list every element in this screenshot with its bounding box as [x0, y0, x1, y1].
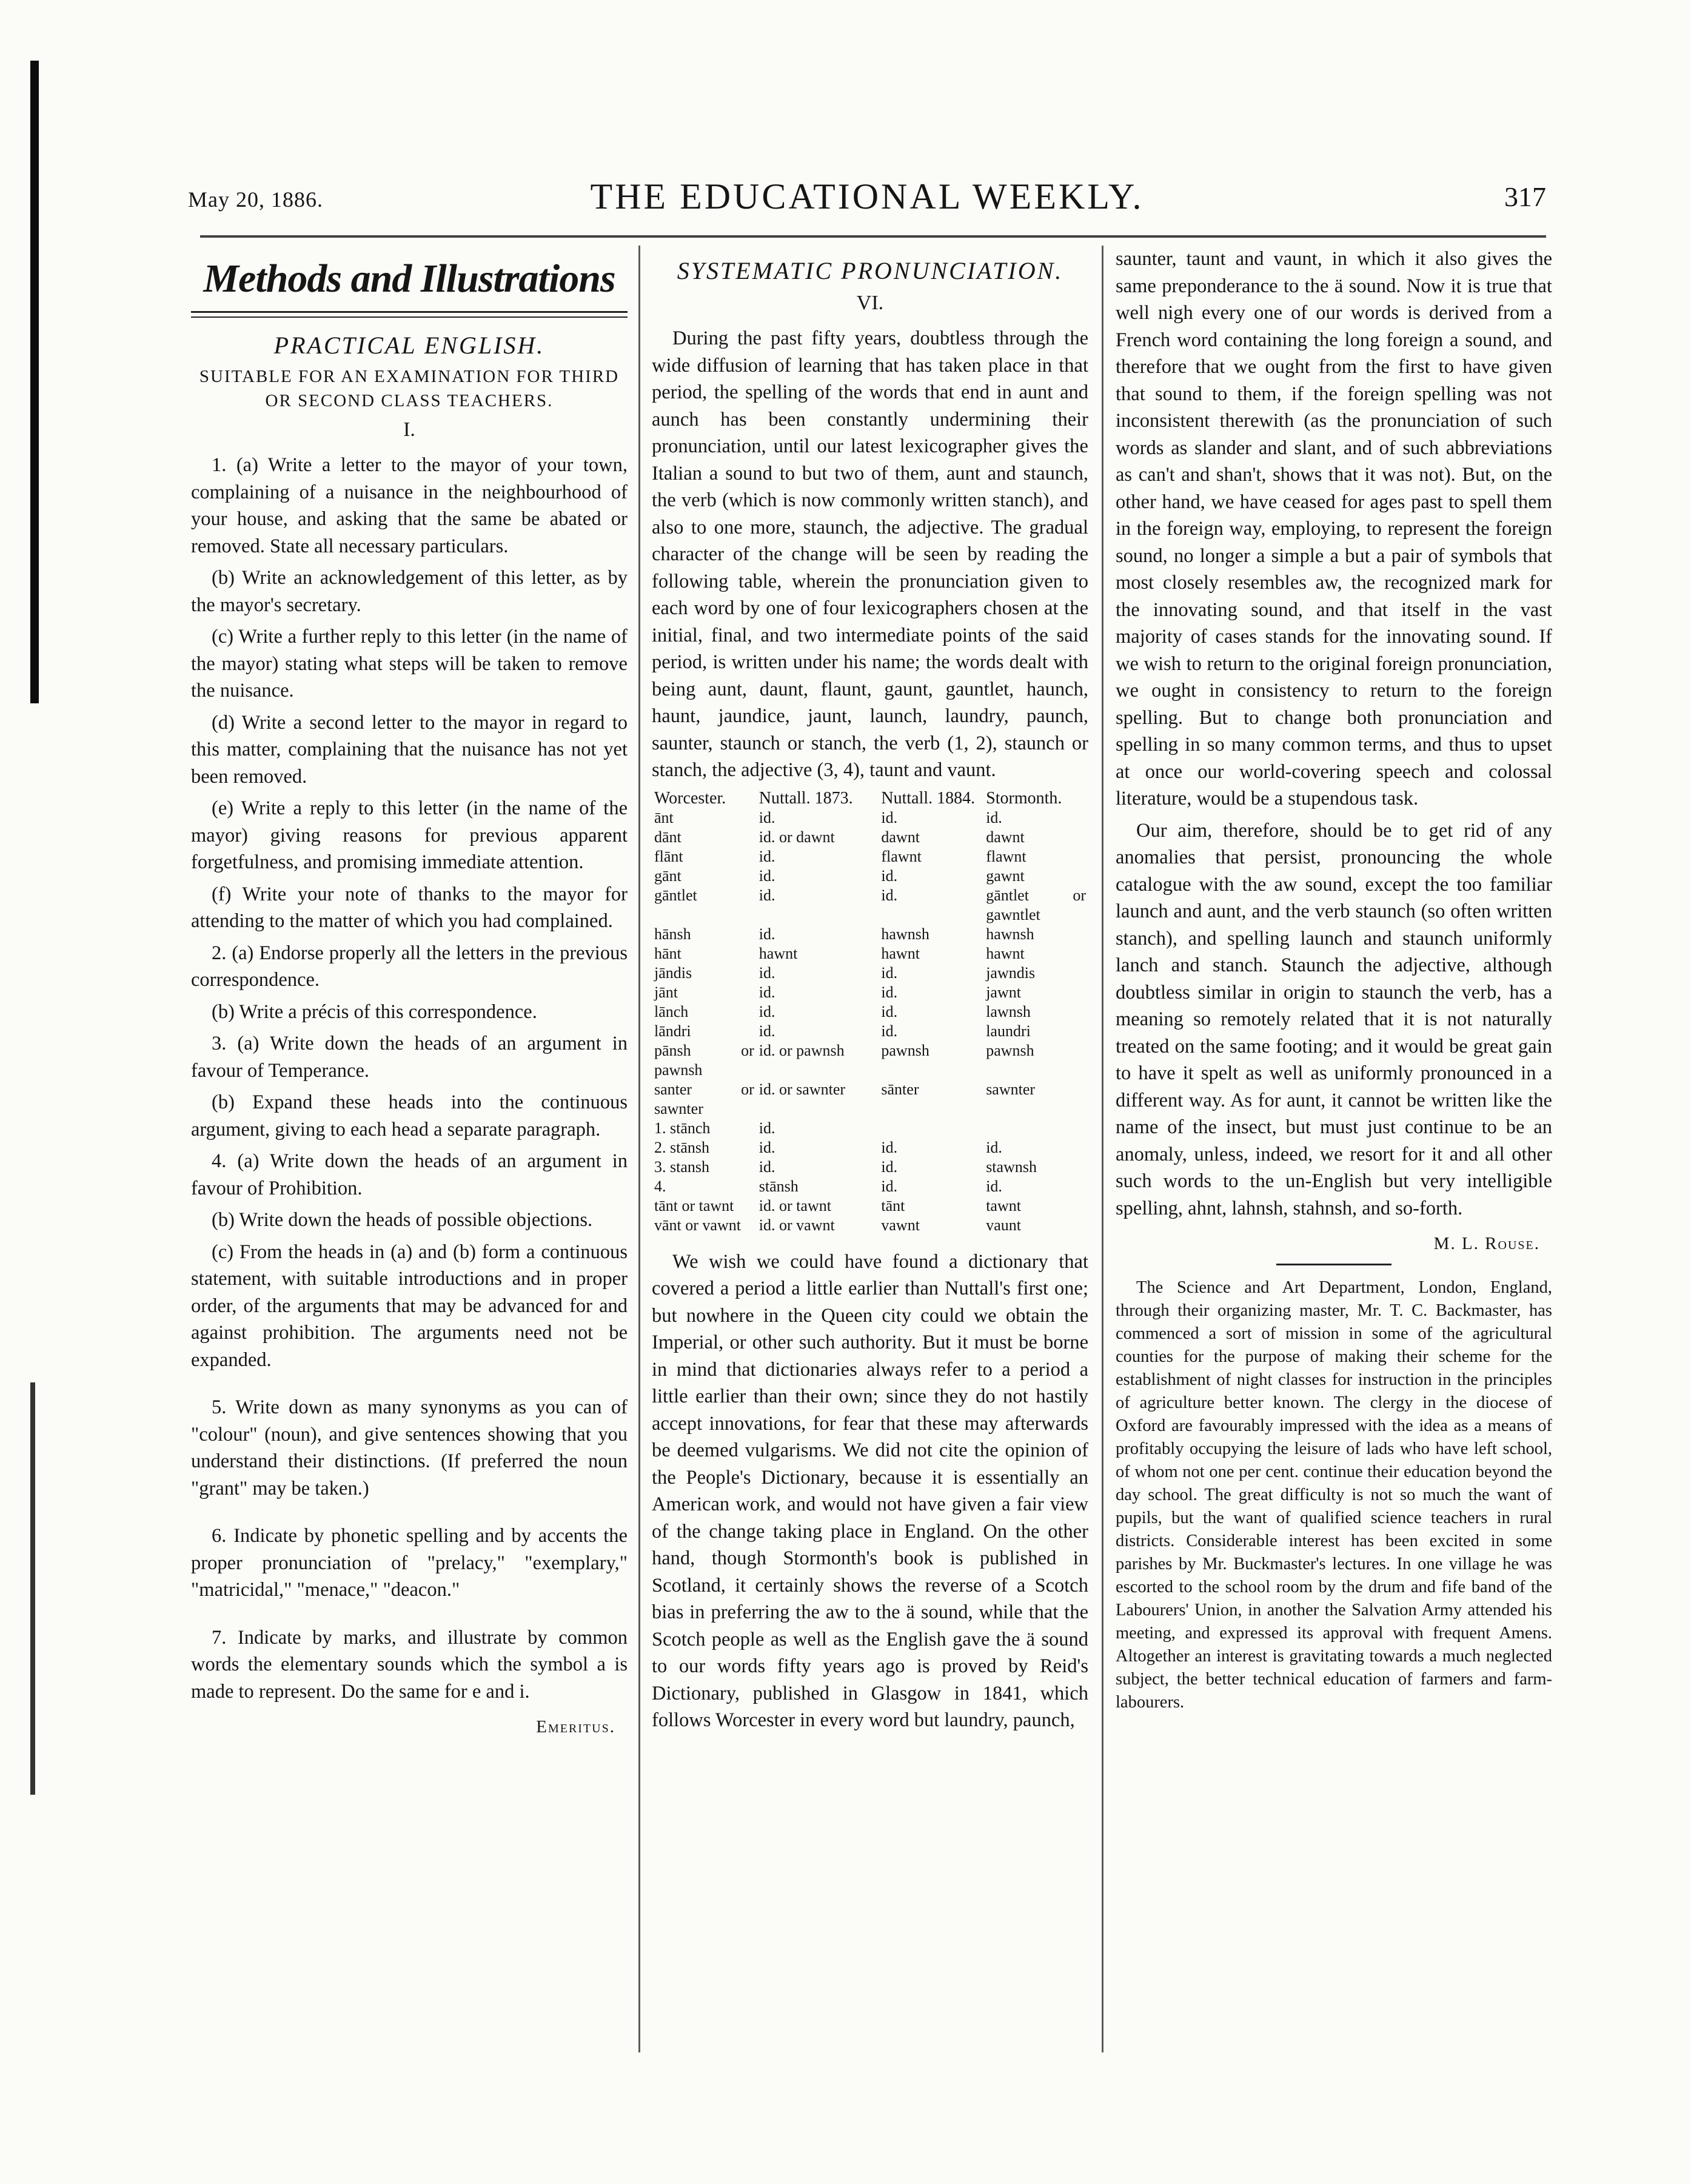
table-cell: id. — [881, 983, 898, 1001]
table-cell: jāndis — [654, 963, 692, 982]
question-paragraph: (c) Write a further reply to this letter (in the name of the mayor) stating what steps will be taken to remove the nuisance. — [191, 626, 628, 702]
table-cell: 1. stānch — [654, 1119, 711, 1137]
table-cell: id. — [758, 1002, 775, 1020]
section-rule — [191, 311, 628, 318]
table-cell: hawnsh — [881, 925, 929, 943]
table-cell: id. — [758, 847, 775, 865]
table-row — [652, 1216, 1088, 1235]
table-cell: stānsh — [758, 1177, 799, 1195]
table-row — [652, 963, 1088, 983]
question-paragraph: 5. Write down as many synonyms as you can of "colour" (noun), and give sentences showing that you understand their distinctions. (If preferred the noun "grant" may be taken.) — [191, 1396, 628, 1499]
table-header: Stormonth. — [986, 788, 1062, 808]
table-row — [652, 1177, 1088, 1196]
question-paragraph: 1. (a) Write a letter to the mayor of your town, complaining of a nuisance in the neighbourhood of your house, and asking that the same be abated or removed. State all necessary particulars. — [191, 454, 628, 557]
table-cell: id. — [758, 1022, 775, 1040]
table-row — [652, 1041, 1088, 1080]
table-cell: id. — [758, 963, 775, 982]
pronunciation-table — [652, 789, 1088, 1235]
article-title: SYSTEMATIC PRONUNCIATION. — [677, 257, 1063, 284]
table-cell: hawnsh — [986, 925, 1034, 943]
table-cell: id. — [881, 1002, 898, 1020]
table-cell: 2. stānsh — [654, 1138, 709, 1156]
table-row — [652, 925, 1088, 944]
table-cell: laundri — [986, 1022, 1031, 1040]
table-cell: dawnt — [986, 828, 1025, 846]
table-cell: jawnt — [986, 983, 1021, 1001]
table-cell: id. — [758, 1157, 775, 1176]
binding-edge — [30, 61, 39, 703]
table-cell: hawnt — [986, 944, 1025, 962]
table-cell: id. — [986, 1177, 1002, 1195]
table-cell: id. — [758, 808, 775, 826]
article-title: PRACTICAL ENGLISH. — [273, 332, 545, 359]
table-cell: gāntlet — [654, 886, 697, 904]
table-row — [652, 886, 1088, 925]
column-divider — [638, 246, 640, 2052]
table-row — [652, 828, 1088, 847]
article-subtitle: SUITABLE FOR AN EXAMINATION FOR THIRD OR SECOND CLASS TEACHERS. — [199, 366, 620, 410]
table-cell: id. — [758, 866, 775, 885]
table-cell: id. — [758, 983, 775, 1001]
table-cell: tawnt — [986, 1196, 1021, 1214]
question-paragraph: 2. (a) Endorse properly all the letters in the previous correspondence. — [191, 942, 628, 991]
journal-title: THE EDUCATIONAL WEEKLY. — [590, 176, 1144, 216]
table-cell: id. — [881, 1138, 898, 1156]
table-cell: vawnt — [881, 1216, 920, 1234]
table-cell: id. or vawnt — [758, 1216, 835, 1234]
table-cell: id. or tawnt — [758, 1196, 831, 1214]
table-row — [652, 808, 1088, 828]
table-cell: id. or dawnt — [758, 828, 835, 846]
table-cell: ānt — [654, 808, 674, 826]
table-row — [652, 866, 1088, 886]
table-cell: id. — [986, 808, 1002, 826]
column-middle — [652, 246, 1088, 1739]
table-header: Worcester. — [654, 788, 726, 808]
question-paragraph: (d) Write a second letter to the mayor in regard to this matter, complaining that the nuisance has not yet been removed. — [191, 711, 628, 788]
table-row — [652, 847, 1088, 866]
table-cell: sānter — [881, 1080, 919, 1098]
table-cell: id. — [986, 1138, 1002, 1156]
table-row — [652, 983, 1088, 1002]
table-cell: pānsh or pawnsh — [654, 1041, 754, 1079]
table-cell: sawnter — [986, 1080, 1036, 1098]
table-cell: vaunt — [986, 1216, 1021, 1234]
table-cell: id. — [881, 1177, 898, 1195]
article-numeral: VI. — [856, 291, 884, 314]
table-cell: id. — [758, 886, 775, 904]
question-paragraph: (b) Write a précis of this correspondence. — [212, 1000, 537, 1023]
column-left — [191, 246, 628, 1741]
table-row — [652, 1138, 1088, 1157]
article-signature: M. L. Rouse. — [1433, 1234, 1540, 1253]
question-paragraph: 7. Indicate by marks, and illustrate by common words the elementary sounds which the symbol a is made to represent. Do the same for e and i. — [191, 1626, 628, 1703]
body-paragraph: Our aim, therefore, should be to get rid of any anomalies that persist, pronouncing the whole catalogue with the aw sound, except the too familiar launch and aunt, and the verb staunch (so often written stanch), and spelling launch and staunch uniformly lanch and stanch. Staunch the adjective, although doubtless similar in origin to staunch the verb, has a meaning so remotely related that it is not naturally treated on the same footing; and it would be great gain to have it spelt as well as uniformly pronounced in a different way. As for aunt, it cannot be written like the name of the insect, but must just continue to be an anomaly, unless, indeed, we resort for it and all other such words to the un-English but very intelligible spelling, ahnt, lahnsh, stahnsh, and so-forth. — [1116, 819, 1552, 1219]
table-row — [652, 944, 1088, 963]
table-cell: tānt — [881, 1196, 905, 1214]
table-cell: id. — [881, 963, 898, 982]
table-cell: jānt — [654, 983, 678, 1001]
table-cell: gānt — [654, 866, 681, 885]
question-paragraph: (c) From the heads in (a) and (b) form a continuous statement, with suitable introductions and in proper order, of the arguments that may be advanced for and against prohibition. The arguments need not be expanded. — [191, 1241, 628, 1371]
table-cell: gāntlet or gawntlet — [986, 886, 1086, 923]
news-paragraph: The Science and Art Department, London, England, through their organizing master, Mr. T. C. Backmaster, has commenced a sort of mission in some of the agricultural counties for the purpose of making their scheme for the establishment of night classes for instruction in the principles of agriculture better known. The clergy in the diocese of Oxford are favourably impressed with the idea as a means of profitably occupying the leisure of lads who have left school, of whom not one per cent. continue their education beyond the day school. The great difficulty is not so much the want of pupils, but the want of qualified science teachers in rural districts. Considerable interest has been excited in some parishes by Mr. Buckmaster's lectures. In one village he was escorted to the school room by the drum and fife band of the Labourers' Union, in another the Salvation Army attended his meeting, and expressed its approval with frequent Amens. Altogether an interest is gravitating towards a much neglected subject, the better technical education of farmers and farm-labourers. — [1116, 1278, 1552, 1712]
question-paragraph: 6. Indicate by phonetic spelling and by accents the proper pronunciation of "prelacy," "exemplary," "matricidal," "menace," "deacon." — [191, 1525, 628, 1601]
section-title: Methods and Illustrations — [203, 256, 615, 301]
table-cell: id. — [881, 1022, 898, 1040]
table-row — [652, 1196, 1088, 1216]
table-cell: 3. stansh — [654, 1157, 709, 1176]
question-paragraph: (f) Write your note of thanks to the mayor for attending to the matter of which you had complained. — [191, 883, 628, 932]
table-cell: id. — [881, 866, 898, 885]
question-paragraph: 3. (a) Write down the heads of an argument in favour of Temperance. — [191, 1033, 628, 1082]
table-cell: santer or sawnter — [654, 1080, 754, 1117]
table-row — [652, 1022, 1088, 1041]
table-cell — [879, 1119, 983, 1138]
column-divider — [1102, 246, 1103, 2052]
question-paragraph: (b) Write down the heads of possible objections. — [212, 1209, 593, 1231]
table-cell: gawnt — [986, 866, 1025, 885]
article-signature: Emeritus. — [536, 1717, 615, 1737]
table-cell: stawnsh — [986, 1157, 1037, 1176]
table-cell: id. — [881, 1157, 898, 1176]
table-cell: lawnsh — [986, 1002, 1031, 1020]
table-cell: flawnt — [986, 847, 1026, 865]
table-cell: pawnsh — [881, 1041, 929, 1059]
table-cell: hānsh — [654, 925, 691, 943]
question-paragraph: (b) Expand these heads into the continuous argument, giving to each head a separate paragraph. — [191, 1091, 628, 1141]
table-cell: 4. — [654, 1177, 666, 1195]
question-paragraph: 4. (a) Write down the heads of an argument in favour of Prohibition. — [191, 1150, 628, 1199]
table-cell: vānt or vawnt — [654, 1216, 741, 1234]
table-cell: id. — [758, 925, 775, 943]
question-paragraph: (e) Write a reply to this letter (in the name of the mayor) giving reasons for previous apparent forgetfulness, and promising immediate attention. — [191, 797, 628, 873]
table-cell: hawnt — [758, 944, 798, 962]
divider-rule — [1276, 1264, 1391, 1265]
article-numeral: I. — [403, 418, 415, 441]
table-cell: lānch — [654, 1002, 689, 1020]
table-cell: pawnsh — [986, 1041, 1034, 1059]
table-header: Nuttall. 1873. — [758, 788, 853, 808]
table-header-row — [652, 789, 1088, 808]
table-cell: id. — [758, 1138, 775, 1156]
table-cell: dawnt — [881, 828, 920, 846]
binding-edge-lower — [30, 1382, 35, 1795]
table-cell: hānt — [654, 944, 681, 962]
table-cell: dānt — [654, 828, 681, 846]
column-right — [1116, 246, 1552, 1719]
table-cell: flānt — [654, 847, 683, 865]
body-paragraph: During the past fifty years, doubtless through the wide diffusion of learning that has taken place in that period, the spelling of the words that end in aunt and aunch has been constantly undermining their pronunciation, until our latest lexicographer gives the Italian a sound to but two of them, aunt and staunch, the verb (which is now commonly written stanch), and also to one more, staunch, the adjective. The gradual character of the change will be seen by reading the following table, wherein the pronunciation given to each word by one of four lexicographers chosen at the initial, final, and two intermediate points of the said period, is written under his name; the words dealt with being aunt, daunt, flaunt, gaunt, gauntlet, haunch, haunt, jaundice, jaunt, launch, laundry, paunch, saunter, staunch or stanch, the verb (1, 2), staunch or stanch, the adjective (3, 4), taunt and vaunt. — [652, 327, 1088, 781]
body-paragraph: We wish we could have found a dictionary that covered a period a little earlier than Nuttall's first one; but nowhere in the Queen city could we obtain the Imperial, or other such authority. But it must be borne in mind that dictionaries always refer to a period a little earlier than their own; since they do not hastily accept innovations, for fear that these may afterwards be deemed vulgarisms. We did not cite the opinion of the People's Dictionary, because it is essentially an American work, and would not have given a fair view of the change taking place in England. On the other hand, though Stormonth's book is published in Scotland, it certainly shows the reverse of a Scotch bias in preferring the aw to the ä sound, while that the Scotch people as well as the English gave the ä sound to our words fifty years ago is proved by Reid's Dictionary, published in Glasgow in 1841, which follows Worcester in every word but laundry, paunch, — [652, 1250, 1088, 1731]
table-cell: id. or sawnter — [758, 1080, 846, 1098]
table-cell: hawnt — [881, 944, 920, 962]
table-cell: id. — [881, 808, 898, 826]
table-cell: lāndri — [654, 1022, 691, 1040]
issue-date: May 20, 1886. — [188, 187, 323, 212]
table-cell: id. — [758, 1119, 775, 1137]
table-row — [652, 1002, 1088, 1022]
table-cell: id. — [881, 886, 898, 904]
table-header: Nuttall. 1884. — [881, 788, 976, 808]
table-cell: flawnt — [881, 847, 922, 865]
table-cell: tānt or tawnt — [654, 1196, 734, 1214]
masthead-rule — [200, 235, 1546, 238]
table-row — [652, 1080, 1088, 1119]
table-row — [652, 1119, 1088, 1138]
question-paragraph: (b) Write an acknowledgement of this letter, as by the mayor's secretary. — [191, 567, 628, 616]
masthead — [188, 176, 1546, 224]
table-cell: id. or pawnsh — [758, 1041, 845, 1059]
table-cell: jawndis — [986, 963, 1036, 982]
page-number: 317 — [1504, 181, 1546, 212]
body-paragraph: saunter, taunt and vaunt, in which it also gives the same preponderance to the ä sound. Now it is true that well nigh every one of our words is derived from a French word containing the long foreign a sound, and therefore that we ought from the first to have given that sound to them, if the foreign spelling was not inconsistent therewith (as the pronunciation of such words as slander and slant, and of such abbreviations as can't and shan't, shows that it was not). But, on the other hand, we have ceased for ages past to spell them in the foreign way, employing, to represent the foreign sound, no longer a simple a but a pair of symbols that most closely resembles aw, the recognized mark for the innovating sound, and that itself in the vast majority of cases stands for the innovating sound. If we wish to return to the original foreign pronunciation, we ought in consistency to return to the foreign spelling. But to change both pronunciation and spelling in so many common terms, and thus to upset at once our world-covering speech and colossal literature, would be a stupendous task. — [1116, 248, 1552, 809]
table-cell — [983, 1119, 1088, 1138]
table-row — [652, 1157, 1088, 1177]
